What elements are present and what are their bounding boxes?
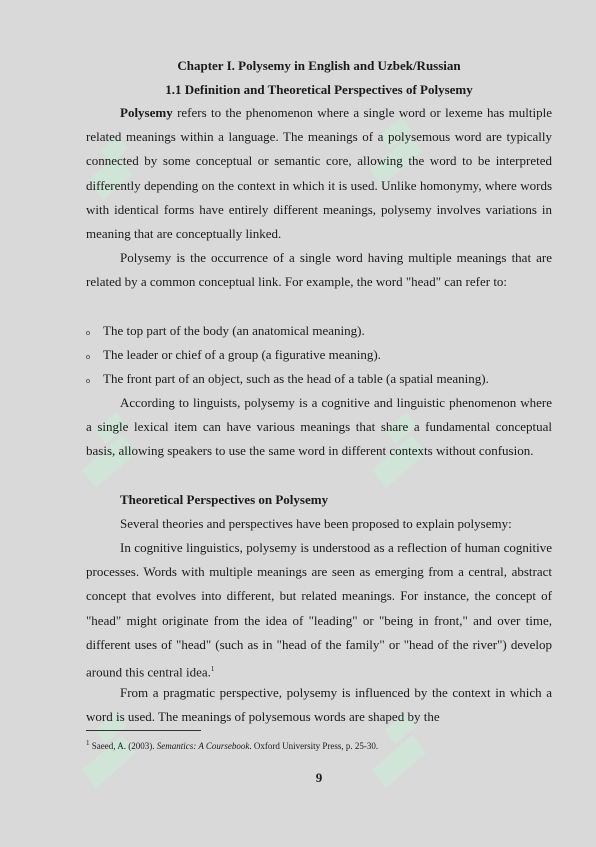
- paragraph-cognitive: In cognitive linguistics, polysemy is understood as a reflection of human cognitive processes. Words with multiple meanings are seen as emerging from a central, abstract concept that evolves into different, but related meanings. For instance, the concept of "head" might originate from the idea of "leading" or "being in front," and over time, different uses of "head" (such as in "head of the family" or "head of the river") develop around this central idea.$^1$: [86, 540, 552, 680]
- paragraph-definition: Polysemy refers to the phenomenon where a single word or lexeme has multiple related meanings within a language. The meanings of a polysemous word are typically connected by some conceptual or semantic core, allowing the word to be interpreted differently depending on the context in which it is used. Unlike homonymy, where words with identical forms have entirely different meanings, polysemy involves variations in meaning that are conceptually linked.: [86, 105, 552, 242]
- bullet-marker: o: [86, 352, 90, 361]
- paragraph-occurrence: Polysemy is the occurrence of a single word having multiple meanings that are related by a common conceptual link. For example, the word "head" can refer to:: [86, 250, 552, 290]
- section-title: 1.1 Definition and Theoretical Perspectives of Polysemy: [165, 82, 473, 97]
- subheading: Theoretical Perspectives on Polysemy: [120, 492, 329, 507]
- term-polysemy: Polysemy: [120, 105, 173, 120]
- footnote-book-title: Semantics: A Coursebook: [156, 741, 250, 751]
- footnote: $^1$ Saeed, A. (2003). Semantics: A Coursebook. Oxford University Press, p. 25-30.: [86, 739, 379, 751]
- bullet-marker: o: [86, 376, 90, 385]
- page-number: 9: [315, 770, 323, 785]
- footnote-divider: [86, 730, 201, 731]
- bullet-marker: o: [86, 328, 90, 337]
- paragraph-pragmatic: From a pragmatic perspective, polysemy is influenced by the context in which a word is used. The meanings of polysemous words are shaped by the: [86, 685, 552, 725]
- chapter-title: Chapter I. Polysemy in English and Uzbek/Russian: [177, 58, 461, 73]
- paragraph-linguists: According to linguists, polysemy is a cognitive and linguistic phenomenon where a single lexical item can have various meanings that share a fundamental conceptual basis, allowing speakers to use the same word in different contexts without confusion.: [86, 395, 552, 459]
- paragraph-theories: Several theories and perspectives have been proposed to explain polysemy:: [120, 516, 512, 531]
- footnote-reference[interactable]: 1: [210, 665, 215, 674]
